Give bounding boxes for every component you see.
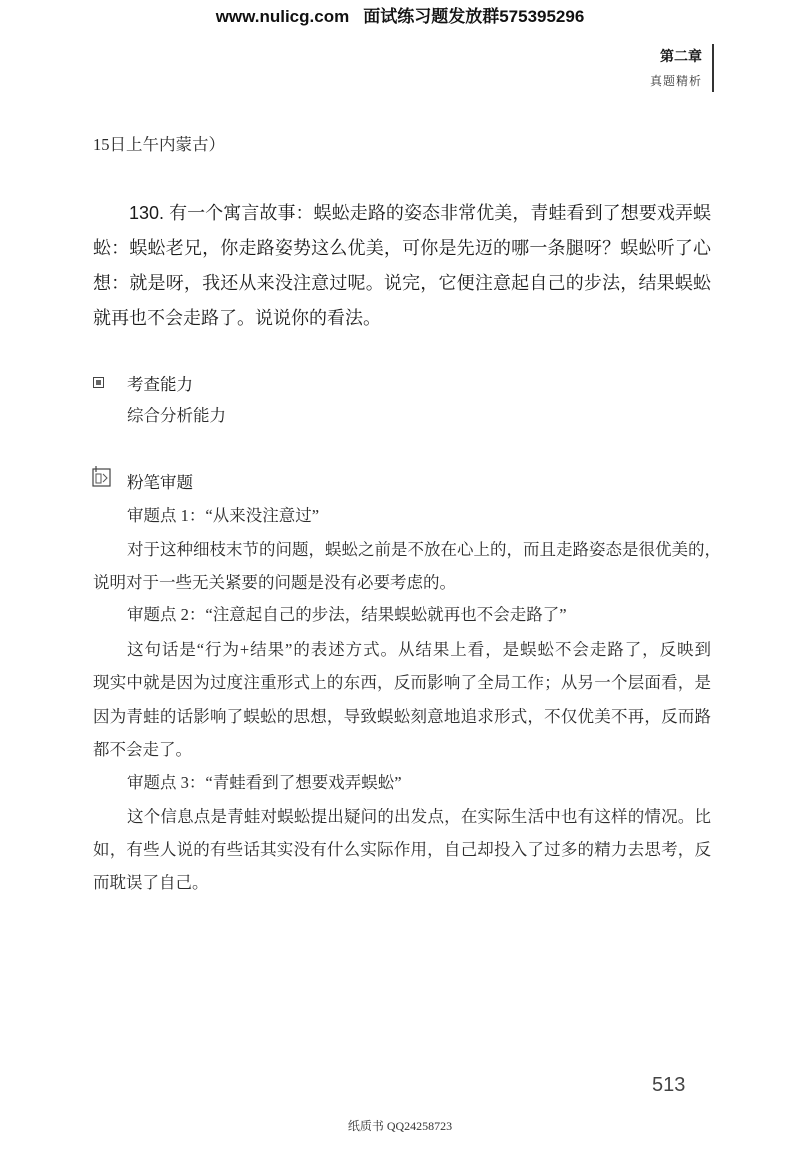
ability-icon xyxy=(93,375,104,386)
review-point-line: 而耽误了自己。 xyxy=(93,873,209,892)
ability-heading: 考查能力 xyxy=(127,376,193,394)
review-point-line: 如，有些人说的有些话其实没有什么实际作用，自己却投入了过多的精力去思考，反 xyxy=(93,840,711,859)
page-footer: 纸质书 QQ24258723 xyxy=(347,1119,453,1133)
page-number: 513 xyxy=(652,1074,686,1096)
header-site: www.nulicg.com xyxy=(215,7,350,26)
chapter-title: 第二章 xyxy=(660,48,702,64)
question-line: 想：就是呀，我还从来没注意过呢。说完，它便注意起自己的步法，结果蜈蚣 xyxy=(93,273,711,293)
chapter-subtitle: 真题精析 xyxy=(649,74,702,88)
question-line: 蚣：蜈蚣老兄，你走路姿势这么优美，可你是先迈的哪一条腿呀？蜈蚣听了心 xyxy=(93,238,711,258)
review-point-line: 现实中就是因为过度注重形式上的东西，反而影响了全局工作；从另一个层面看，是 xyxy=(93,673,711,692)
source-tail: 15日上午内蒙古） xyxy=(93,135,225,154)
question-line: 130. 有一个寓言故事：蜈蚣走路的姿态非常优美，青蛙看到了想要戏弄蜈 xyxy=(129,203,711,223)
ability-content: 综合分析能力 xyxy=(127,406,226,425)
review-heading: 粉笔审题 xyxy=(127,474,193,492)
review-point-line: 这个信息点是青蛙对蜈蚣提出疑问的出发点，在实际生活中也有这样的情况。比 xyxy=(127,807,711,826)
review-point-line: 这句话是“行为+结果”的表述方式。从结果上看，是蜈蚣不会走路了，反映到 xyxy=(127,640,711,659)
review-point-title: 审题点 1：“从来没注意过” xyxy=(127,506,320,525)
review-point-title: 审题点 2：“注意起自己的步法，结果蜈蚣就再也不会走路了” xyxy=(127,605,567,624)
review-point-line: 因为青蛙的话影响了蜈蚣的思想，导致蜈蚣刻意地追求形式，不仅优美不再，反而路 xyxy=(93,707,711,726)
header-group: 面试练习题发放群575395296 xyxy=(363,7,585,26)
question-line: 就再也不会走路了。说说你的看法。 xyxy=(93,308,381,328)
review-point-line: 都不会走了。 xyxy=(93,740,192,759)
review-point-line: 对于这种细枝末节的问题，蜈蚣之前是不放在心上的，而且走路姿态是很优美的， xyxy=(127,540,721,559)
chapter-divider xyxy=(712,44,714,92)
review-point-title: 审题点 3：“青蛙看到了想要戏弄蜈蚣” xyxy=(127,773,402,792)
review-point-line: 说明对于一些无关紧要的问题是没有必要考虑的。 xyxy=(93,573,456,592)
page-header xyxy=(0,2,800,27)
chalk-review-icon xyxy=(92,466,112,488)
